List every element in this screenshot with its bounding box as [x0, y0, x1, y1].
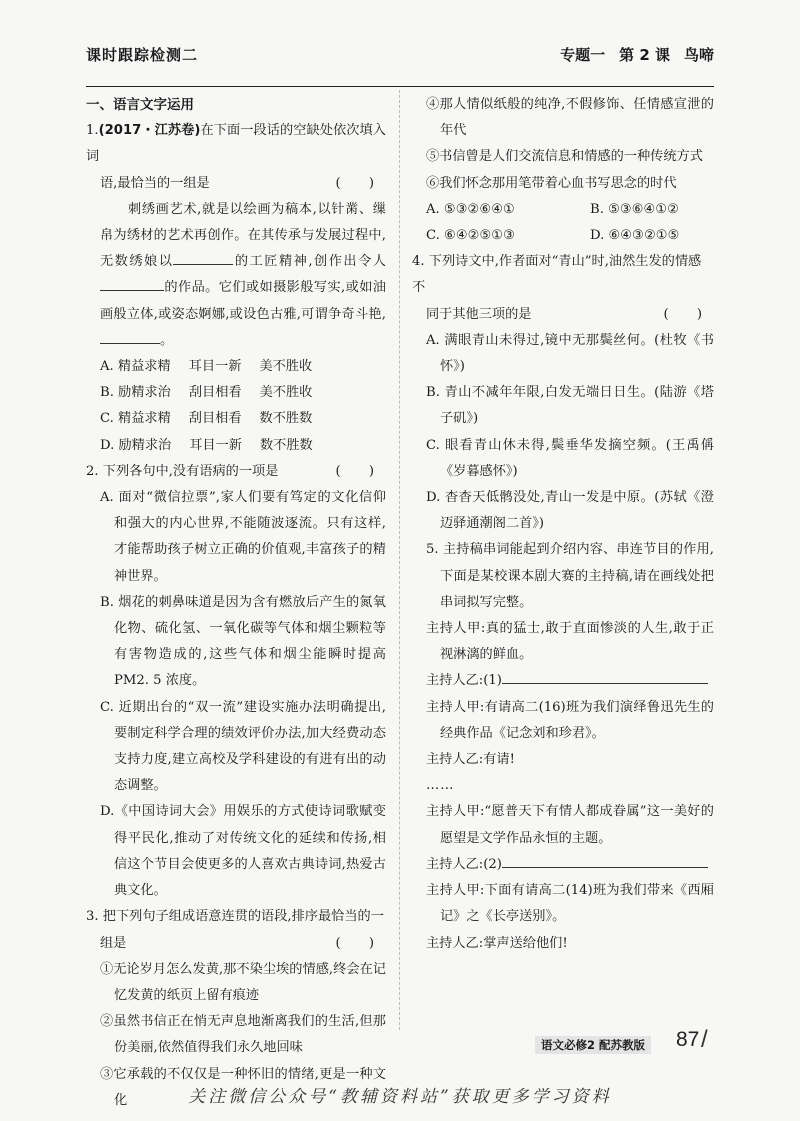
chapter-info [546, 44, 714, 65]
lesson-title: 鸟啼 [683, 46, 714, 64]
fill-blank-2[interactable] [100, 276, 164, 291]
question-3-options [412, 197, 714, 249]
page-footer [535, 1024, 735, 1060]
option-a[interactable]: A. ⑤③②⑥④① [426, 201, 515, 217]
worksheet-title: 课时跟踪检测二 [86, 46, 199, 64]
question-4-stem: 4. 下列诗文中,作者面对“青山”时,油然生发的情感不 [412, 254, 702, 296]
answer-line-1[interactable] [502, 669, 708, 684]
option-b[interactable]: B. 青山不减年年限,白发无端日日生。(陆游《塔子矶》) [426, 385, 714, 427]
host-line-3: 主持人甲:有请高二(16)班为我们演绎鲁迅先生的经典作品《记念刘和珍君》。 [426, 699, 714, 741]
section-title: 一、语言文字运用 [86, 97, 194, 113]
option-c-word2: 刮目相看 [188, 411, 242, 427]
option-a-word3: 美不胜收 [259, 359, 313, 375]
option-a[interactable]: A. 面对“微信拉票”,家人们要有笃定的文化信仰和强大的内心世界,不能随波逐流。只有这样,才能帮助孩子树立正确的价值观,丰富孩子的精神世界。 [100, 490, 386, 584]
option-d-word3: 数不胜数 [260, 437, 313, 453]
option-b[interactable] [86, 380, 386, 406]
host-line-7-text: 主持人乙:(2) [426, 856, 502, 872]
promo-banner: 关注微信公众号“教辅资料站”获取更多学习资料 [188, 1087, 612, 1107]
question-2 [86, 459, 386, 904]
option-a-word2: 耳目一新 [188, 359, 242, 375]
question-5 [412, 537, 714, 956]
option-d-word2: 耳目一新 [189, 437, 242, 453]
option-c-word1: C. 精益求精 [100, 411, 171, 427]
host-line-4: 主持人乙:有请! [426, 752, 515, 768]
host-line-8: 主持人甲:下面有请高二(14)班为我们带来《西厢记》之《长亭送别》。 [426, 883, 714, 925]
question-2-text: 2. 下列各句中,没有语病的一项是 [86, 463, 279, 479]
book-edition-tag: 语文必修2 配苏教版 [535, 1036, 651, 1054]
page-slash: / [701, 1026, 708, 1053]
option-d[interactable]: D. ⑥④③②①⑤ [590, 228, 680, 244]
question-1-stem-line2: 语,最恰当的一组是 [100, 175, 210, 191]
option-d-word1: D. 励精求治 [100, 437, 172, 453]
ellipsis: …… [426, 778, 455, 794]
sentence-3: ③它承载的不仅仅是一种怀旧的情绪,更是一种文化 [100, 1066, 386, 1108]
question-3-stem-line2: 组是 [100, 935, 127, 951]
fill-blank-1[interactable] [173, 250, 233, 265]
host-line-7 [412, 852, 714, 878]
option-a-word1: A. 精益求精 [100, 359, 171, 375]
sentence-6: ⑥我们怀念那用笔带着心血书写思念的时代 [426, 175, 677, 191]
question-1-stem [86, 118, 386, 170]
option-c[interactable] [86, 406, 386, 432]
lesson-label: 第 2 课 [619, 46, 670, 64]
host-line-1: 主持人甲:真的猛士,敢于直面惨淡的人生,敢于正视淋漓的鲜血。 [426, 621, 714, 663]
option-d[interactable]: D. 杳杳天低鹘没处,青山一发是中原。(苏轼《澄迈驿通潮阁二首》) [426, 490, 714, 532]
question-1-passage [86, 197, 386, 354]
answer-bracket: ( ) [335, 175, 386, 191]
answer-bracket: ( ) [335, 935, 386, 951]
page-header [86, 44, 714, 70]
sentence-5: ⑤书信曾是人们交流信息和情感的一种传统方式 [426, 149, 703, 165]
passage-part-a: 刺绣画艺术,就是以绘画为稿本,以针黹、缫帛为绣材的艺术再创作。在其传承与发展过程中,无数绣娘以 [100, 201, 386, 270]
question-1-stem-cont [86, 171, 386, 197]
topic-label: 专题一 [560, 46, 606, 64]
answer-line-2[interactable] [502, 853, 708, 868]
question-4-stem-cont [412, 302, 714, 328]
passage-part-c: 的作品。它们或如摄影般写实,或如油画般立体,或姿态婀娜,或设色古雅,可谓争奇斗艳, [100, 280, 386, 322]
question-1-number: 1. [86, 123, 99, 139]
option-b[interactable]: B. ⑤③⑥④①② [590, 201, 680, 217]
fill-blank-3[interactable] [100, 329, 160, 344]
passage-part-b: 的工匠精神,创作出令人 [233, 254, 386, 270]
column-divider [399, 90, 400, 1030]
option-c-word3: 数不胜数 [259, 411, 313, 427]
question-4-stem-line2: 同于其他三项的是 [426, 306, 532, 322]
question-1-source: (2017・江苏卷) [98, 123, 201, 139]
question-2-stem [86, 459, 386, 485]
left-column [86, 92, 386, 1114]
host-line-6: 主持人甲:“愿普天下有情人都成眷属”这一美好的愿望是文学作品永恒的主题。 [426, 804, 714, 846]
header-rule [86, 86, 714, 87]
option-b-word3: 美不胜收 [259, 385, 313, 401]
option-b-word2: 刮目相看 [188, 385, 242, 401]
answer-bracket: ( ) [663, 306, 714, 322]
host-line-2-text: 主持人乙:(1) [426, 673, 502, 689]
option-a[interactable] [86, 354, 386, 380]
question-1 [86, 118, 386, 459]
passage-end: 。 [160, 332, 174, 348]
option-a[interactable]: A. 满眼青山未得过,镜中无那鬓丝何。(杜牧《书怀》) [426, 332, 714, 375]
option-c[interactable]: C. 近期出台的“双一流”建设实施办法明确提出,要制定科学合理的绩效评价办法,加大经费动态支持力度,建立高校及学科建设的有进有出的动态调整。 [100, 699, 386, 794]
question-4 [412, 249, 714, 537]
right-column [412, 92, 714, 957]
option-c[interactable]: C. 眼看青山休未得,鬓垂华发摘空频。(王禹偁《岁暮感怀》) [426, 437, 714, 479]
question-3-stem-cont [86, 931, 386, 957]
sentence-4: ④那人情似纸般的纯净,不假修饰、任情感宣泄的年代 [426, 97, 714, 139]
option-c[interactable]: C. ⑥④②⑤①③ [426, 228, 515, 244]
question-3-stem: 3. 把下列句子组成语意连贯的语段,排序最恰当的一 [86, 909, 384, 925]
option-b-word1: B. 励精求治 [100, 385, 171, 401]
question-1-stem-line1: 在下面一段话的空缺处依次填入词 [86, 123, 386, 165]
sentence-1: ①无论岁月怎么发黄,那不染尘埃的情感,终会在记忆发黄的纸页上留有痕迹 [100, 961, 386, 1003]
sentence-2: ②虽然书信正在悄无声息地渐离我们的生活,但那份美丽,依然值得我们永久地回味 [100, 1014, 386, 1056]
option-b[interactable]: B. 烟花的刺鼻味道是因为含有燃放后产生的氮氧化物、硫化氢、一氧化碳等气体和烟尘颗粒等有害物造成的,这些气体和烟尘能瞬时提高 PM2. 5 浓度。 [100, 594, 386, 689]
host-line-2 [412, 668, 714, 694]
page-number: 87 [676, 1028, 700, 1051]
option-d[interactable]: D.《中国诗词大会》用娱乐的方式使诗词歌赋变得平民化,推动了对传统文化的延续和传扬,相信这个节目会使更多的人喜欢古典诗词,热爱古典文化。 [100, 804, 386, 899]
question-5-stem: 5. 主持稿串词能起到介绍内容、串连节目的作用,下面是某校课本剧大赛的主持稿,请在画线处把串词拟写完整。 [426, 542, 714, 610]
answer-bracket: ( ) [335, 463, 386, 479]
option-d[interactable] [86, 433, 386, 459]
host-line-9: 主持人乙:掌声送给他们! [426, 935, 568, 951]
